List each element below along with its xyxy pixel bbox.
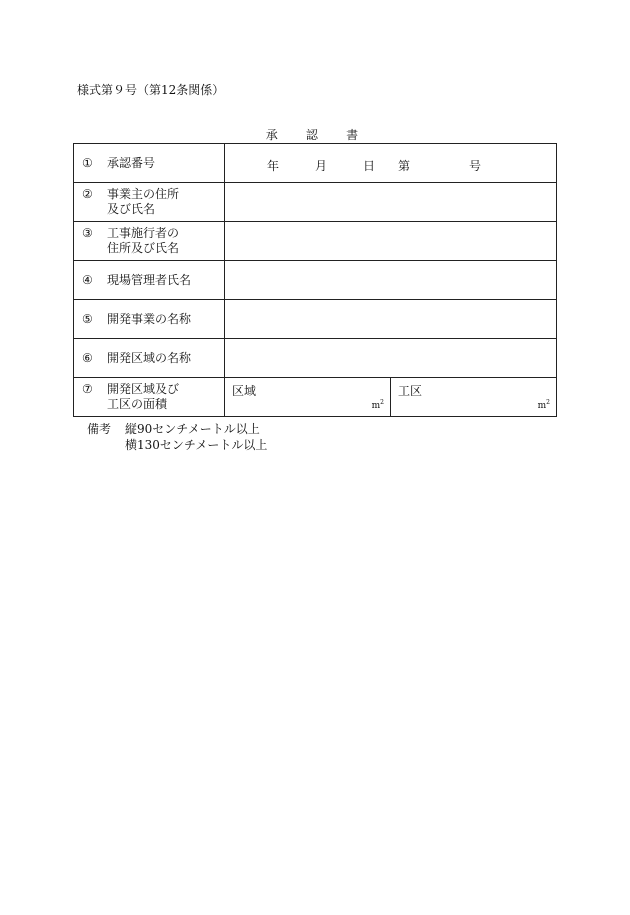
row-number: ② (82, 187, 93, 201)
row-number: ⑥ (82, 350, 93, 365)
remarks-line: 縦90センチメートル以上 (125, 422, 260, 436)
row-label-text: 住所及び氏名 (107, 241, 180, 255)
owner-address-name-field[interactable] (225, 183, 557, 222)
approval-form-table (73, 143, 557, 417)
go-label: 号 (469, 159, 482, 173)
row-label (74, 378, 225, 417)
row-label-text: 承認番号 (107, 155, 156, 170)
row-label-text: 現場管理者氏名 (107, 272, 192, 287)
row-label-text: 開発区域及び (107, 382, 180, 396)
row-label (74, 222, 225, 261)
title-char: 書 (346, 128, 359, 142)
district-area-unit: $m^2$ (371, 399, 384, 411)
remarks (87, 421, 267, 453)
row-number: ④ (82, 272, 93, 287)
title-char: 認 (305, 128, 319, 142)
table-row (74, 261, 557, 300)
row-label (74, 300, 225, 339)
remarks-line: 横130センチメートル以上 (125, 438, 268, 452)
section-area-unit: $m^2$ (537, 399, 550, 411)
row-number: ⑦ (82, 382, 93, 396)
district-area-label: 区域 (232, 384, 257, 398)
area-cell (225, 378, 557, 417)
table-row (74, 144, 557, 183)
table-row (74, 378, 557, 417)
row-label-text: 事業主の住所 (107, 187, 180, 201)
year-label: 年 (267, 159, 280, 173)
section-area-field[interactable] (390, 378, 556, 416)
site-manager-name-field[interactable] (225, 261, 557, 300)
form-number: 様式第９号（第12条関係） (77, 83, 225, 97)
row-label-text: 開発区域の名称 (107, 350, 192, 365)
row-label-text: 工区の面積 (107, 397, 168, 411)
table-row (74, 300, 557, 339)
table-row (74, 183, 557, 222)
table-row (74, 339, 557, 378)
row-number: ③ (82, 226, 93, 240)
dai-label: 第 (398, 159, 411, 173)
district-name-field[interactable] (225, 339, 557, 378)
row-label (74, 144, 225, 183)
section-area-label: 工区 (398, 384, 423, 398)
month-label: 月 (315, 159, 328, 173)
document-title (224, 126, 400, 143)
row-label (74, 183, 225, 222)
contractor-address-name-field[interactable] (225, 222, 557, 261)
project-name-field[interactable] (225, 300, 557, 339)
district-area-field[interactable] (225, 378, 390, 416)
approval-number-field[interactable] (225, 144, 557, 183)
row-label (74, 339, 225, 378)
table-row (74, 222, 557, 261)
row-number: ⑤ (82, 311, 93, 326)
row-label-text: 及び氏名 (107, 202, 156, 216)
day-label: 日 (363, 159, 376, 173)
row-label-text: 工事施行者の (107, 226, 180, 240)
row-number: ① (82, 155, 93, 170)
row-label (74, 261, 225, 300)
row-label-text: 開発事業の名称 (107, 311, 192, 326)
title-char: 承 (265, 128, 278, 142)
remarks-label: 備考 (87, 422, 112, 436)
